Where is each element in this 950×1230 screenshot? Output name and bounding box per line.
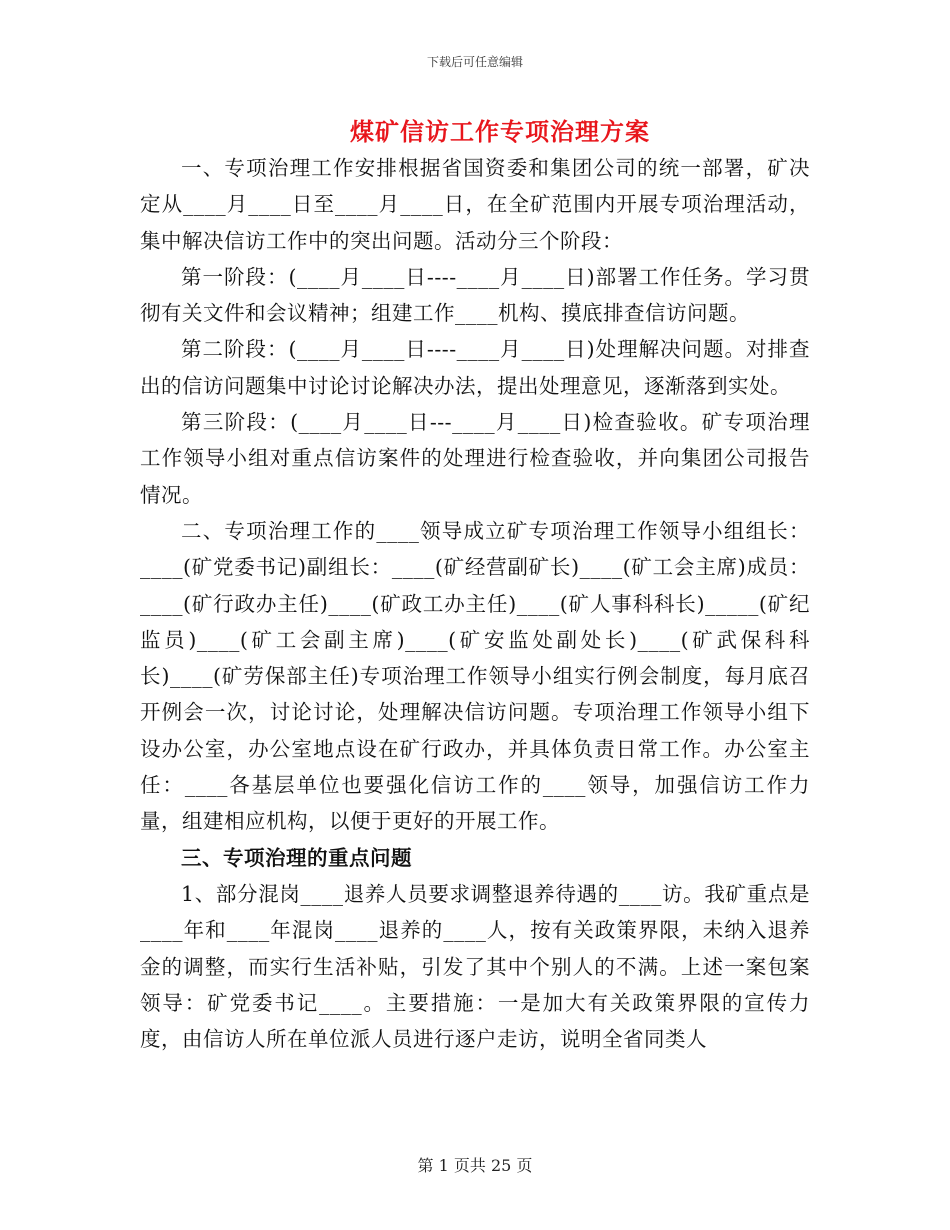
paragraph-item-1: 1、部分混岗____退养人员要求调整退养待遇的____访。我矿重点是____年和____年混岗____退养的____人，按有关政策界限，未纳入退养金的调整，而实行生活补贴，引发了其中个别人的不满。上述一案包案领导：矿党委书记____。主要措施：一是加大有关政策界限的宣传力度，由信访人所在单位派人员进行逐户走访，说明全省同类人	[140, 881, 810, 1052]
document-body	[140, 150, 810, 1057]
paragraph-stage-3: 第三阶段：(____月____日---____月____日)检查验收。矿专项治理工作领导小组对重点信访案件的处理进行检查验收，并向集团公司报告情况。	[140, 410, 810, 507]
document-title: 煤矿信访工作专项治理方案	[350, 117, 650, 146]
paragraph-stage-1: 第一阶段：(____月____日----____月____日)部署工作任务。学习贯彻有关文件和会议精神；组建工作____机构、摸底排查信访问题。	[140, 264, 810, 326]
section-heading-3: 三、专项治理的重点问题	[181, 845, 412, 870]
paragraph-stage-2: 第二阶段：(____月____日----____月____日)处理解决问题。对排查出的信访问题集中讨论讨论解决办法，提出处理意见，逐渐落到实处。	[140, 337, 810, 398]
paragraph-section-2: 二、专项治理工作的____领导成立矿专项治理工作领导小组组长：____(矿党委书记)副组长：____(矿经营副矿长)____(矿工会主席)成员：____(矿行政办主任)____(矿政工办主任)____(矿人事科科长)_____(矿纪监员)____(矿工会副主席)____(矿安监处副处长)____(矿武保科科长)____(矿劳保部主任)专项治理工作领导小组实行例会制度，每月底召开例会一次，讨论讨论，处理解决信访问题。专项治理工作领导小组下设办公室，办公室地点设在矿行政办，并具体负责日常工作。办公室主任：____各基层单位也要强化信访工作的____领导，加强信访工作力量，组建相应机构，以便于更好的开展工作。	[140, 518, 810, 834]
paragraph-section-1: 一、专项治理工作安排根据省国资委和集团公司的统一部署，矿决定从____月____日至____月____日，在全矿范围内开展专项治理活动，集中解决信访工作中的突出问题。活动分三个阶段：	[140, 156, 810, 253]
header-note: 下载后可任意编辑	[426, 55, 523, 69]
page-number: 第 1 页共 25 页	[417, 1156, 533, 1175]
